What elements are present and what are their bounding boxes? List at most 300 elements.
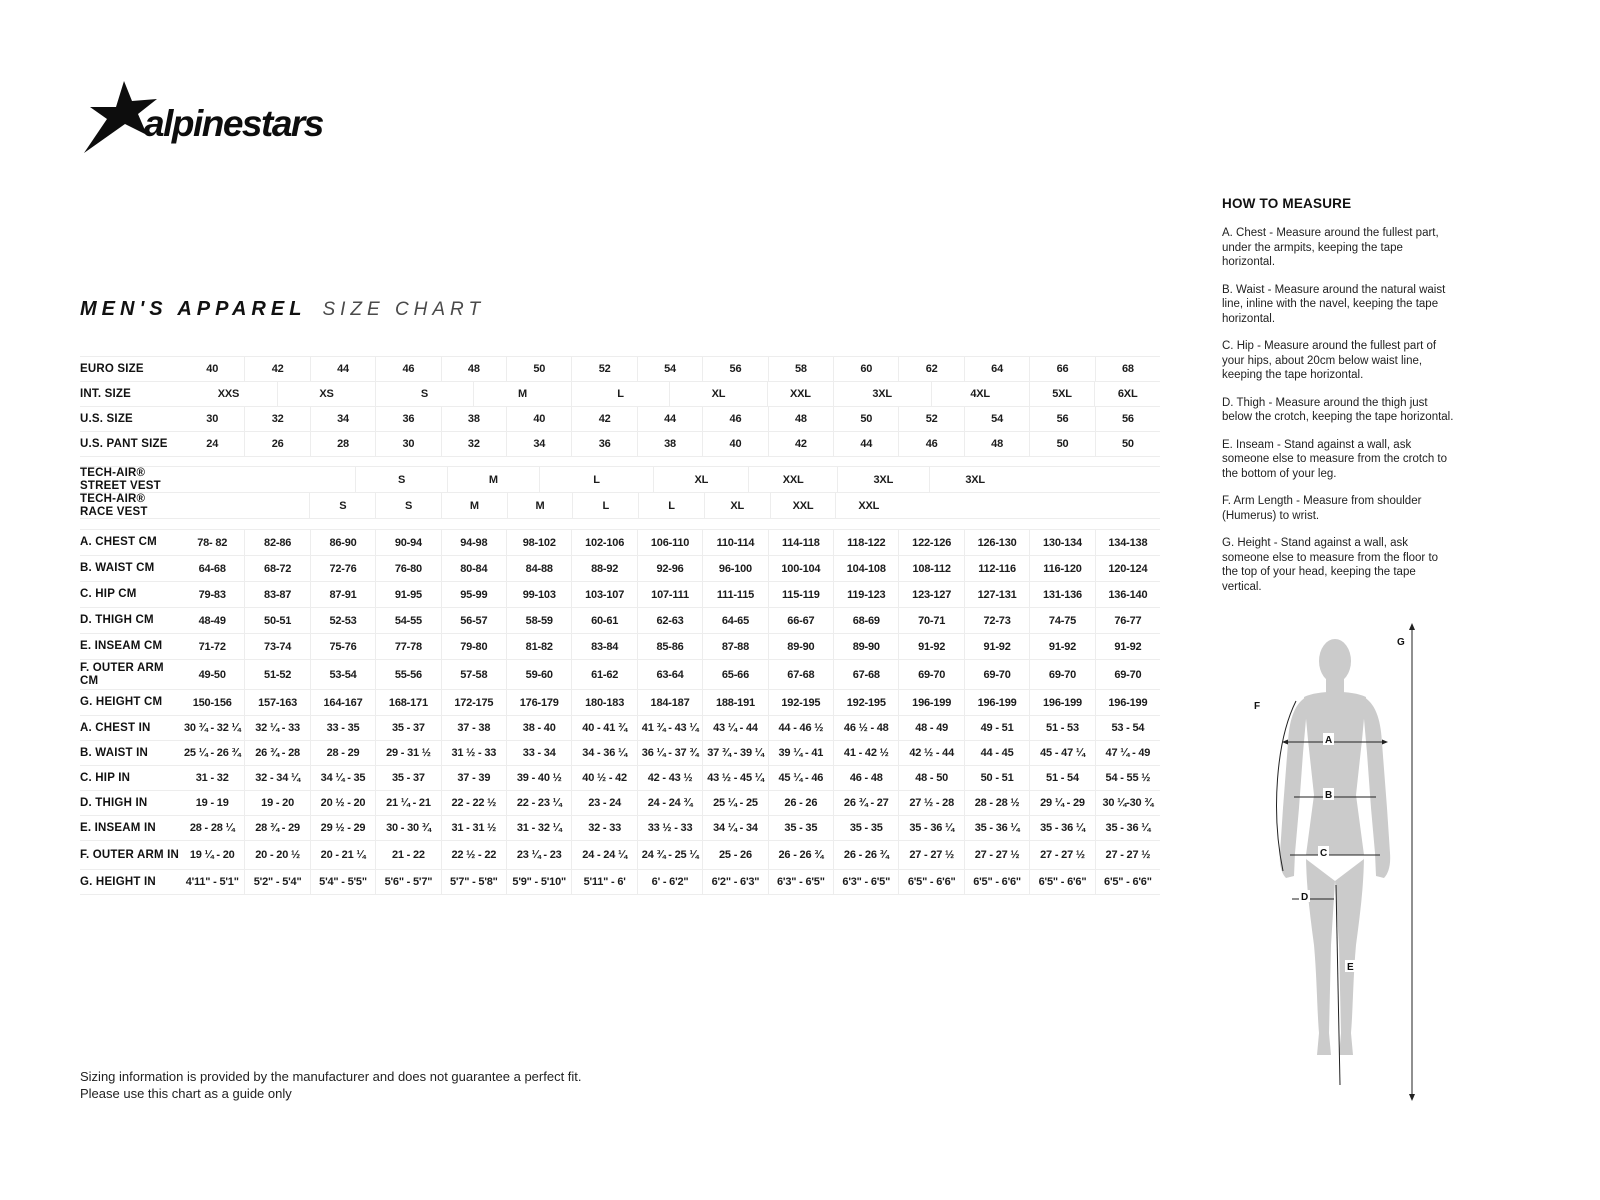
size-cell: 35 - 35 xyxy=(768,816,833,840)
size-cell: 56 xyxy=(1095,407,1160,431)
size-cell: 119-123 xyxy=(833,582,898,607)
size-cell: 196-199 xyxy=(898,690,963,715)
size-cell: 96-100 xyxy=(702,556,767,581)
size-cell: 3XL xyxy=(929,467,1021,492)
size-cell: 26 - 26 xyxy=(768,791,833,815)
size-cell: M xyxy=(507,493,573,518)
size-cell: 33 - 34 xyxy=(506,741,571,765)
size-cell: 56-57 xyxy=(441,608,506,633)
size-cell: XXL xyxy=(835,493,901,518)
size-cell: 5'4" - 5'5" xyxy=(310,870,375,894)
size-cell: 27 - 27 ½ xyxy=(898,841,963,869)
table-row xyxy=(80,690,1160,716)
size-cell: 76-77 xyxy=(1095,608,1160,633)
size-cell: 48 xyxy=(768,407,833,431)
size-cell: 39 - 40 ½ xyxy=(506,766,571,790)
size-cell: 33 - 35 xyxy=(310,716,375,740)
size-cell: 46 xyxy=(898,432,963,456)
disclaimer xyxy=(80,1069,582,1102)
size-cell: 126-130 xyxy=(964,530,1029,555)
size-cell: 42 xyxy=(244,357,309,381)
size-cell: 65-66 xyxy=(702,660,767,689)
size-cell: 38 xyxy=(441,407,506,431)
figure-label-thigh: D xyxy=(1301,892,1309,903)
size-cell: 192-195 xyxy=(768,690,833,715)
size-cell: 79-83 xyxy=(198,588,226,601)
size-cell: 5'9" - 5'10" xyxy=(506,870,571,894)
size-cell: 172-175 xyxy=(441,690,506,715)
size-cell: 100-104 xyxy=(768,556,833,581)
size-cell: S xyxy=(375,382,473,406)
table-row xyxy=(80,530,1160,556)
size-cell: 41 - 42 ½ xyxy=(833,741,898,765)
size-cell: 88-92 xyxy=(571,556,636,581)
size-cell: 34 ¼ - 34 xyxy=(702,816,767,840)
table-row xyxy=(80,716,1160,741)
size-cell: 68 xyxy=(1095,357,1160,381)
size-cell: 6'5" - 6'6" xyxy=(898,870,963,894)
size-cell: M xyxy=(441,493,507,518)
size-cell: 27 - 27 ½ xyxy=(964,841,1029,869)
row-label: U.S. PANT SIZE xyxy=(80,437,168,450)
size-cell: 69-70 xyxy=(1095,660,1160,689)
empty-cell xyxy=(180,467,355,492)
size-cell: 26 - 26 ¾ xyxy=(768,841,833,869)
page-title xyxy=(80,298,485,321)
size-cell: 79-80 xyxy=(441,634,506,659)
size-cell: 20 - 21 ¼ xyxy=(310,841,375,869)
size-cell: 32 ¼ - 33 xyxy=(244,716,309,740)
size-cell: 51-52 xyxy=(244,660,309,689)
size-cell: 64-68 xyxy=(198,562,226,575)
size-cell: 56 xyxy=(1029,407,1094,431)
size-cell: 22 - 23 ¼ xyxy=(506,791,571,815)
size-cell: 60-61 xyxy=(571,608,636,633)
size-cell: 19 - 20 xyxy=(244,791,309,815)
size-cell: XXL xyxy=(748,467,837,492)
measure-instruction: A. Chest - Measure around the fullest part, under the armpits, keeping the tape horizontal. xyxy=(1222,227,1439,268)
size-cell: XL xyxy=(669,382,767,406)
size-cell: 78- 82 xyxy=(197,536,228,549)
row-label: G. HEIGHT CM xyxy=(80,696,163,709)
size-cell: 26 ¾ - 28 xyxy=(244,741,309,765)
table-row xyxy=(80,791,1160,816)
size-cell: 3XL xyxy=(833,382,931,406)
size-cell: 68-72 xyxy=(244,556,309,581)
size-cell: 89-90 xyxy=(833,634,898,659)
size-cell: 32 - 33 xyxy=(571,816,636,840)
size-cell: 34 - 36 ¼ xyxy=(571,741,636,765)
size-cell: 75-76 xyxy=(310,634,375,659)
size-cell: 21 ¼ - 21 xyxy=(375,791,440,815)
size-cell: 31 - 32 ¼ xyxy=(506,816,571,840)
table-row xyxy=(80,841,1160,870)
size-cell: 44 xyxy=(637,407,702,431)
disclaimer-line-1: Sizing information is provided by the manufacturer and does not guarantee a perfect fit. xyxy=(80,1069,582,1084)
size-cell: 22 ½ - 22 xyxy=(441,841,506,869)
size-cell: 112-116 xyxy=(964,556,1029,581)
size-cell: 44 - 45 xyxy=(964,741,1029,765)
size-cell: L xyxy=(572,493,638,518)
measure-instruction: B. Waist - Measure around the natural waist line, inline with the navel, keeping the tape horizontal. xyxy=(1222,283,1446,325)
size-cell: 40 ½ - 42 xyxy=(571,766,636,790)
figure-label-inseam: E xyxy=(1347,962,1354,973)
size-cell: 63-64 xyxy=(637,660,702,689)
size-table-header-section xyxy=(80,356,1160,457)
size-cell: 52 xyxy=(571,357,636,381)
row-label: B. WAIST CM xyxy=(80,562,155,575)
size-cell: 67-68 xyxy=(833,660,898,689)
size-cell: 84-88 xyxy=(506,556,571,581)
size-cell: 50 - 51 xyxy=(964,766,1029,790)
size-cell: 45 ¼ - 46 xyxy=(768,766,833,790)
size-cell: 188-191 xyxy=(702,690,767,715)
size-cell: 150-156 xyxy=(192,696,232,709)
size-cell: 29 ¼ - 29 xyxy=(1029,791,1094,815)
title-main: MEN'S APPAREL xyxy=(80,298,307,320)
size-cell: 99-103 xyxy=(506,582,571,607)
size-cell: S xyxy=(375,493,441,518)
size-cell: 164-167 xyxy=(310,690,375,715)
size-cell: 104-108 xyxy=(833,556,898,581)
row-label: A. CHEST CM xyxy=(80,536,157,549)
size-cell: 73-74 xyxy=(244,634,309,659)
size-cell: 114-118 xyxy=(768,530,833,555)
row-label: F. OUTER ARM IN xyxy=(80,848,180,861)
size-cell: 34 xyxy=(310,407,375,431)
size-cell: 50 xyxy=(833,407,898,431)
size-cell: 46 ½ - 48 xyxy=(833,716,898,740)
size-cell: 5'7" - 5'8" xyxy=(441,870,506,894)
size-cell: 127-131 xyxy=(964,582,1029,607)
size-cell: 168-171 xyxy=(375,690,440,715)
table-row xyxy=(80,493,1160,519)
size-cell: 176-179 xyxy=(506,690,571,715)
size-cell: 57-58 xyxy=(441,660,506,689)
size-cell: 50-51 xyxy=(244,608,309,633)
body-figure-diagram xyxy=(1240,613,1440,1103)
size-cell: XS xyxy=(277,382,375,406)
size-cell: 130-134 xyxy=(1029,530,1094,555)
size-cell: 23 ¼ - 23 xyxy=(506,841,571,869)
size-cell: XXL xyxy=(770,493,836,518)
size-cell: 69-70 xyxy=(898,660,963,689)
size-cell: 38 - 40 xyxy=(506,716,571,740)
size-cell: 28 xyxy=(310,432,375,456)
size-cell: 50 xyxy=(1095,432,1160,456)
size-cell: 36 xyxy=(571,432,636,456)
size-cell: 68-69 xyxy=(833,608,898,633)
size-cell: 134-138 xyxy=(1095,530,1160,555)
size-cell: XXS xyxy=(217,388,240,400)
measure-instruction: E. Inseam - Stand against a wall, ask someone else to measure from the crotch to the bottom of your leg. xyxy=(1222,438,1447,480)
size-cell: 55-56 xyxy=(375,660,440,689)
size-cell: 90-94 xyxy=(375,530,440,555)
size-cell: 59-60 xyxy=(506,660,571,689)
size-cell: 48 - 50 xyxy=(898,766,963,790)
size-cell: 3XL xyxy=(837,467,929,492)
size-cell: 42 - 43 ½ xyxy=(637,766,702,790)
size-cell: 86-90 xyxy=(310,530,375,555)
size-cell: 48 - 49 xyxy=(898,716,963,740)
size-cell: 66 xyxy=(1029,357,1094,381)
table-row xyxy=(80,357,1160,382)
size-cell: 74-75 xyxy=(1029,608,1094,633)
size-cell: 20 - 20 ½ xyxy=(244,841,309,869)
row-label: F. OUTER ARM CM xyxy=(80,661,164,687)
size-cell: 87-88 xyxy=(702,634,767,659)
size-cell: 28 - 28 ½ xyxy=(964,791,1029,815)
row-label: D. THIGH CM xyxy=(80,614,154,627)
size-cell: 40 xyxy=(506,407,571,431)
size-cell: 91-92 xyxy=(898,634,963,659)
table-row xyxy=(80,407,1160,432)
table-row xyxy=(80,467,1160,493)
size-cell: 4XL xyxy=(931,382,1029,406)
size-cell: 29 - 31 ½ xyxy=(375,741,440,765)
size-cell: 23 - 24 xyxy=(571,791,636,815)
size-cell: 49 - 51 xyxy=(964,716,1029,740)
size-cell: 30 - 30 ¾ xyxy=(375,816,440,840)
size-cell: 48 xyxy=(964,432,1029,456)
size-cell: 6'5" - 6'6" xyxy=(964,870,1029,894)
size-cell: 43 ½ - 45 ¼ xyxy=(702,766,767,790)
size-cell: 107-111 xyxy=(637,582,702,607)
size-cell: 20 ½ - 20 xyxy=(310,791,375,815)
size-cell: 53-54 xyxy=(310,660,375,689)
size-cell: 103-107 xyxy=(571,582,636,607)
size-cell: L xyxy=(539,467,654,492)
size-cell: 91-92 xyxy=(1029,634,1094,659)
size-cell: 52 xyxy=(898,407,963,431)
size-cell: L xyxy=(571,382,669,406)
size-cell: 69-70 xyxy=(964,660,1029,689)
size-cell: 118-122 xyxy=(833,530,898,555)
size-cell: 62 xyxy=(898,357,963,381)
size-cell: 106-110 xyxy=(637,530,702,555)
row-label: EURO SIZE xyxy=(80,362,144,375)
row-label: TECH-AIR® RACE VEST xyxy=(80,492,148,518)
size-cell: XL xyxy=(704,493,770,518)
table-row xyxy=(80,608,1160,634)
size-cell: 56 xyxy=(702,357,767,381)
alpinestars-logo xyxy=(78,80,358,168)
size-cell: 76-80 xyxy=(375,556,440,581)
size-cell: 40 xyxy=(206,363,219,375)
size-cell: 24 - 24 ¼ xyxy=(571,841,636,869)
how-to-measure-heading: HOW TO MEASURE xyxy=(1222,196,1352,211)
size-cell: 72-73 xyxy=(964,608,1029,633)
figure-label-height: G xyxy=(1397,637,1405,648)
row-label: C. HIP IN xyxy=(80,771,131,784)
size-cell: 24 ¾ - 25 ¼ xyxy=(637,841,702,869)
size-cell: 25 ¼ - 26 ¾ xyxy=(183,747,241,759)
size-cell: 37 - 39 xyxy=(441,766,506,790)
size-cell: 4'11" - 5'1" xyxy=(185,876,239,888)
size-cell: 31 - 31 ½ xyxy=(441,816,506,840)
size-cell: 19 - 19 xyxy=(195,797,229,809)
size-cell: 26 xyxy=(244,432,309,456)
size-cell: 58 xyxy=(768,357,833,381)
table-row xyxy=(80,432,1160,457)
measure-instruction: F. Arm Length - Measure from shoulder (Humerus) to wrist. xyxy=(1222,495,1422,522)
size-cell: L xyxy=(638,493,704,518)
disclaimer-line-2: Please use this chart as a guide only xyxy=(80,1085,292,1101)
size-cell: 77-78 xyxy=(375,634,440,659)
empty-cell xyxy=(180,493,309,518)
size-cell: 180-183 xyxy=(571,690,636,715)
size-cell: 58-59 xyxy=(506,608,571,633)
size-cell: 6'2" - 6'3" xyxy=(702,870,767,894)
size-cell: 32 xyxy=(441,432,506,456)
table-row xyxy=(80,816,1160,841)
size-cell: 192-195 xyxy=(833,690,898,715)
size-cell: 28 - 29 xyxy=(310,741,375,765)
size-table-in-section xyxy=(80,715,1160,895)
figure-label-arm: F xyxy=(1254,701,1261,712)
size-table-vest-section xyxy=(80,466,1160,519)
size-cell: 54 - 55 ½ xyxy=(1095,766,1160,790)
size-cell: 48 xyxy=(441,357,506,381)
size-table-cm-section xyxy=(80,529,1160,716)
size-cell: 6'5" - 6'6" xyxy=(1095,870,1160,894)
size-cell: 5'2" - 5'4" xyxy=(244,870,309,894)
size-cell: 46 xyxy=(375,357,440,381)
figure-label-waist: B xyxy=(1325,790,1333,801)
size-cell: 35 - 37 xyxy=(375,716,440,740)
size-cell: 44 - 46 ½ xyxy=(768,716,833,740)
size-cell: 21 - 22 xyxy=(375,841,440,869)
table-row xyxy=(80,634,1160,660)
size-cell: 42 ½ - 44 xyxy=(898,741,963,765)
size-cell: 62-63 xyxy=(637,608,702,633)
size-cell: 46 - 48 xyxy=(833,766,898,790)
size-cell: 40 - 41 ¾ xyxy=(571,716,636,740)
size-cell: 35 - 36 ¼ xyxy=(1095,816,1160,840)
size-cell: M xyxy=(473,382,571,406)
row-label: A. CHEST IN xyxy=(80,721,151,734)
size-cell: 32 xyxy=(244,407,309,431)
size-cell: 196-199 xyxy=(1095,690,1160,715)
size-cell: 31 - 32 xyxy=(195,772,229,784)
size-cell: 39 ¼ - 41 xyxy=(768,741,833,765)
size-cell: 40 xyxy=(702,432,767,456)
size-cell: 30 xyxy=(206,413,219,425)
size-cell: 110-114 xyxy=(702,530,767,555)
size-cell: 61-62 xyxy=(571,660,636,689)
size-cell: 6'3" - 6'5" xyxy=(768,870,833,894)
size-cell: 35 - 35 xyxy=(833,816,898,840)
size-cell: 26 ¾ - 27 xyxy=(833,791,898,815)
size-cell: 80-84 xyxy=(441,556,506,581)
size-cell: 42 xyxy=(768,432,833,456)
size-cell: 5'6" - 5'7" xyxy=(375,870,440,894)
size-cell: 6' - 6'2" xyxy=(637,870,702,894)
size-cell: 196-199 xyxy=(1029,690,1094,715)
size-cell: 36 xyxy=(375,407,440,431)
size-cell: 72-76 xyxy=(310,556,375,581)
size-cell: 44 xyxy=(833,432,898,456)
size-cell: 70-71 xyxy=(898,608,963,633)
size-cell: 52-53 xyxy=(310,608,375,633)
size-cell: 34 ¼ - 35 xyxy=(310,766,375,790)
size-cell: 157-163 xyxy=(244,690,309,715)
row-label: TECH-AIR® STREET VEST xyxy=(80,466,161,492)
figure-label-chest: A xyxy=(1325,735,1333,746)
size-cell: 50 xyxy=(1029,432,1094,456)
size-cell: 60 xyxy=(833,357,898,381)
size-cell: 83-84 xyxy=(571,634,636,659)
row-label: D. THIGH IN xyxy=(80,796,148,809)
size-cell: 51 - 54 xyxy=(1029,766,1094,790)
size-cell: 64 xyxy=(964,357,1029,381)
measure-instruction: C. Hip - Measure around the fullest part of your hips, about 20cm below waist line, keeping the tape horizontal. xyxy=(1222,340,1437,381)
size-cell: 25 - 26 xyxy=(702,841,767,869)
size-cell: 35 - 36 ¼ xyxy=(1029,816,1094,840)
size-cell: S xyxy=(309,493,375,518)
row-label: B. WAIST IN xyxy=(80,746,149,759)
size-cell: 50 xyxy=(506,357,571,381)
size-cell: 111-115 xyxy=(702,582,767,607)
figure-label-hip: C xyxy=(1320,848,1328,859)
size-cell: 122-126 xyxy=(898,530,963,555)
size-cell: 35 - 36 ¼ xyxy=(964,816,1029,840)
size-cell: 24 - 24 ¾ xyxy=(637,791,702,815)
row-label: E. INSEAM CM xyxy=(80,640,163,653)
size-cell: XXL xyxy=(767,382,833,406)
size-cell: 45 - 47 ¼ xyxy=(1029,741,1094,765)
title-sub: SIZE CHART xyxy=(322,299,486,320)
size-cell: 92-96 xyxy=(637,556,702,581)
size-cell: 37 - 38 xyxy=(441,716,506,740)
measure-instruction: G. Height - Stand against a wall, ask someone else to measure from the floor to the top of your head, keeping the tape vertical. xyxy=(1222,537,1439,593)
size-cell: 91-95 xyxy=(375,582,440,607)
empty-cell xyxy=(1021,467,1160,492)
size-cell: 46 xyxy=(702,407,767,431)
size-cell: 89-90 xyxy=(768,634,833,659)
size-cell: 81-82 xyxy=(506,634,571,659)
size-cell: 28 ¾ - 29 xyxy=(244,816,309,840)
row-label: E. INSEAM IN xyxy=(80,821,156,834)
size-cell: 116-120 xyxy=(1029,556,1094,581)
table-row xyxy=(80,660,1160,690)
size-cell: XL xyxy=(653,467,748,492)
size-cell: 91-92 xyxy=(1095,634,1160,659)
size-cell: 33 ½ - 33 xyxy=(637,816,702,840)
size-cell: 41 ¾ - 43 ¼ xyxy=(637,716,702,740)
size-cell: 83-87 xyxy=(244,582,309,607)
size-cell: 66-67 xyxy=(768,608,833,633)
size-cell: M xyxy=(447,467,539,492)
size-cell: 54-55 xyxy=(375,608,440,633)
size-cell: 51 - 53 xyxy=(1029,716,1094,740)
size-cell: 27 ½ - 28 xyxy=(898,791,963,815)
size-cell: 6'3" - 6'5" xyxy=(833,870,898,894)
row-label: C. HIP CM xyxy=(80,588,137,601)
size-cell: 43 ¼ - 44 xyxy=(702,716,767,740)
size-cell: 123-127 xyxy=(898,582,963,607)
size-cell: 38 xyxy=(637,432,702,456)
size-cell: 48-49 xyxy=(198,614,226,627)
size-cell: 36 ¼ - 37 ¾ xyxy=(637,741,702,765)
how-to-measure-panel xyxy=(1222,196,1455,607)
size-cell: 24 xyxy=(206,438,219,450)
size-cell: 44 xyxy=(310,357,375,381)
size-cell: 27 - 27 ½ xyxy=(1029,841,1094,869)
size-cell: 54 xyxy=(964,407,1029,431)
row-label: INT. SIZE xyxy=(80,387,132,400)
size-cell: 29 ½ - 29 xyxy=(310,816,375,840)
